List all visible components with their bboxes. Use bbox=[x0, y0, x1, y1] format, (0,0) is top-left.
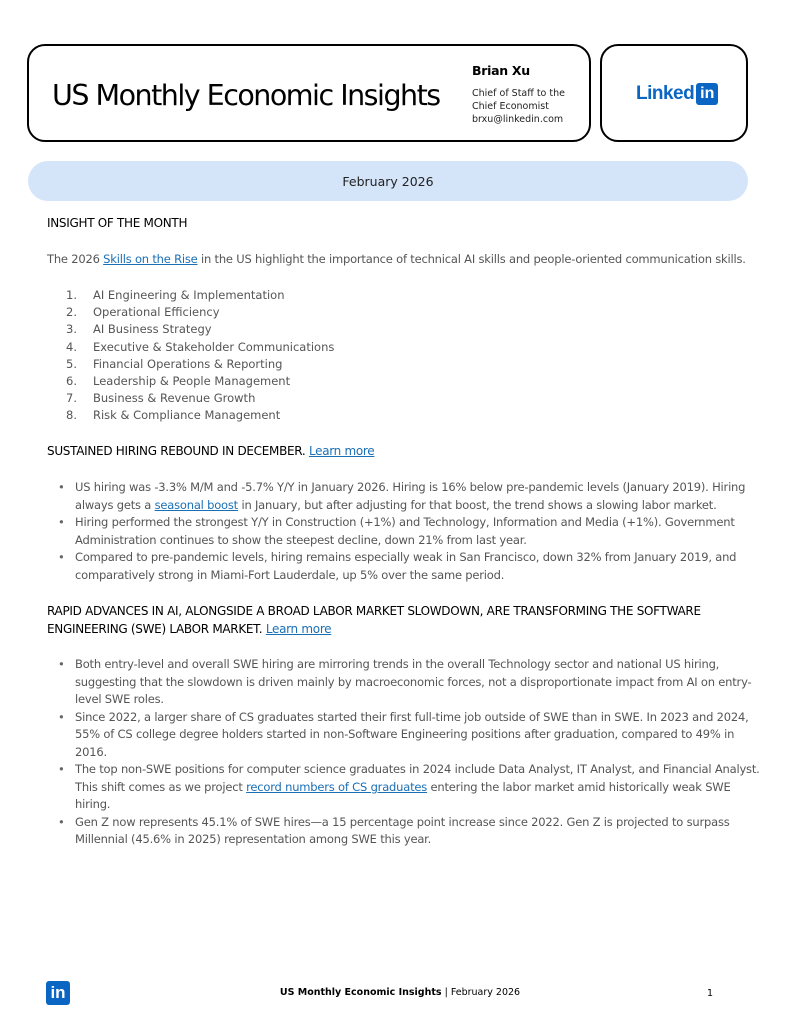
list-number: 2. bbox=[66, 305, 77, 320]
bullet-text: Gen Z now represents 45.1% of SWE hires—a 15 percentage point increase since 2022. Gen Z is projected to surpass Millennial (45.6% in 2025) representation among SWE this year. bbox=[75, 814, 730, 846]
swe-heading-line2: ENGINEERING (SWE) LABOR MARKET. bbox=[47, 622, 263, 636]
insight-intro-before: The 2026 bbox=[47, 252, 104, 266]
swe-heading bbox=[47, 602, 701, 638]
seasonal-boost-link[interactable]: seasonal boost bbox=[154, 497, 238, 512]
list-item bbox=[66, 321, 334, 338]
list-item bbox=[66, 407, 334, 424]
hiring-heading bbox=[47, 444, 374, 458]
author-name: Brian Xu bbox=[472, 63, 530, 78]
list-number: 4. bbox=[66, 339, 77, 354]
swe-bullets bbox=[58, 656, 768, 849]
list-label: Executive & Stakeholder Communications bbox=[93, 339, 335, 354]
bullet-icon: • bbox=[58, 550, 65, 564]
list-number: 7. bbox=[66, 391, 77, 406]
bullet-icon: • bbox=[58, 762, 65, 776]
list-number: 8. bbox=[66, 408, 77, 423]
list-label: AI Engineering & Implementation bbox=[93, 288, 285, 302]
bullet-text-part: US hiring was -3.3% M/M and -5.7% Y/Y in January 2026. Hiring is 16% below pre-pandemic levels (January 2019). Hiring always gets a bbox=[75, 480, 746, 512]
skills-on-the-rise-link[interactable]: Skills on the Rise bbox=[103, 252, 198, 266]
author-role-line2: Chief Economist bbox=[472, 101, 549, 112]
footer-separator: | bbox=[441, 987, 451, 998]
list-item bbox=[58, 709, 768, 762]
footer-date: February 2026 bbox=[450, 987, 521, 998]
page-number: 1 bbox=[707, 988, 714, 999]
list-item bbox=[66, 356, 334, 373]
bullet-text-part: in January, but after adjusting for that boost, the trend shows a slowing labor market. bbox=[238, 497, 717, 512]
footer-title: US Monthly Economic Insights bbox=[279, 987, 442, 998]
hiring-heading-text: SUSTAINED HIRING REBOUND IN DECEMBER. bbox=[47, 444, 306, 458]
author-email[interactable]: brxu@linkedin.com bbox=[472, 114, 564, 125]
date-banner: February 2026 bbox=[28, 161, 748, 201]
bullet-icon: • bbox=[58, 657, 65, 671]
list-item bbox=[66, 304, 334, 321]
cs-graduates-link[interactable]: record numbers of CS graduates bbox=[246, 779, 428, 794]
list-item bbox=[58, 549, 763, 584]
list-item bbox=[66, 390, 334, 407]
list-number: 5. bbox=[66, 356, 77, 371]
insight-intro bbox=[47, 252, 746, 266]
list-item bbox=[58, 761, 768, 814]
list-label: Business & Revenue Growth bbox=[93, 391, 256, 406]
bullet-text-part: The top non-SWE positions for computer science graduates in 2024 include Data Analyst, IT Analyst, and Financial Analyst. This shift comes as we project bbox=[75, 762, 760, 794]
bullet-icon: • bbox=[58, 814, 65, 829]
list-item bbox=[58, 656, 768, 709]
list-label: Risk & Compliance Management bbox=[93, 408, 281, 423]
bullet-text: Hiring performed the strongest Y/Y in Construction (+1%) and Technology, Information and Media (+1%). Government Administration continues to show the steepest decline, down 21% from last year. bbox=[75, 515, 735, 547]
skills-list bbox=[66, 287, 334, 425]
hiring-learn-more-link[interactable]: Learn more bbox=[308, 444, 375, 458]
list-item bbox=[58, 479, 763, 514]
bullet-text-part: entering the labor market amid historically weak SWE hiring. bbox=[75, 779, 731, 811]
bullet-text bbox=[75, 761, 768, 814]
author-block bbox=[472, 63, 565, 126]
linkedin-in-icon: in bbox=[696, 83, 718, 105]
list-label: Financial Operations & Reporting bbox=[93, 356, 283, 371]
swe-learn-more-link[interactable]: Learn more bbox=[265, 622, 332, 636]
insight-intro-after: in the US highlight the importance of technical AI skills and people-oriented communication skills. bbox=[197, 252, 746, 266]
bullet-text: Since 2022, a larger share of CS graduates started their first full-time job outside of SWE than in SWE. In 2023 and 2024, 55% of CS college degree holders started in non-Software Engineering positions after graduation, compared to 49% in 2016. bbox=[75, 709, 749, 759]
insight-heading: INSIGHT OF THE MONTH bbox=[47, 216, 188, 230]
list-number: 3. bbox=[66, 322, 77, 337]
list-item bbox=[58, 514, 763, 549]
list-label: Operational Efficiency bbox=[93, 305, 220, 320]
list-item bbox=[66, 373, 334, 390]
bullet-icon: • bbox=[58, 515, 65, 529]
title-box bbox=[27, 44, 591, 142]
footer-text bbox=[0, 987, 800, 998]
bullet-text bbox=[75, 479, 763, 514]
bullet-text: Both entry-level and overall SWE hiring are mirroring trends in the overall Technology sector and national US hiring, suggesting that the slowdown is driven mainly by macroeconomic forces, not a disproportionate impact from AI on entry-level SWE roles. bbox=[75, 657, 752, 706]
page-title: US Monthly Economic Insights bbox=[52, 79, 440, 112]
hiring-bullets bbox=[58, 479, 763, 584]
logo-box bbox=[600, 44, 748, 142]
list-item bbox=[66, 339, 334, 356]
bullet-icon: • bbox=[58, 480, 65, 494]
bullet-text: Compared to pre-pandemic levels, hiring remains especially weak in San Francisco, down 32% from January 2019, and comparatively strong in Miami-Fort Lauderdale, up 5% over the same period. bbox=[75, 550, 737, 582]
list-number: 6. bbox=[66, 373, 77, 388]
list-number: 1. bbox=[66, 288, 77, 302]
list-item bbox=[66, 287, 334, 304]
linkedin-logo-text: Linked bbox=[636, 83, 695, 104]
author-role-line1: Chief of Staff to the bbox=[472, 88, 565, 99]
swe-heading-line1: RAPID ADVANCES IN AI, ALONGSIDE A BROAD LABOR MARKET SLOWDOWN, ARE TRANSFORMING THE SOFTWARE bbox=[47, 604, 701, 618]
footer-linkedin-icon: in bbox=[46, 981, 70, 1005]
list-label: AI Business Strategy bbox=[93, 322, 212, 337]
list-item bbox=[58, 814, 768, 849]
linkedin-logo bbox=[636, 83, 718, 105]
list-label: Leadership & People Management bbox=[93, 373, 291, 388]
bullet-icon: • bbox=[58, 709, 65, 724]
